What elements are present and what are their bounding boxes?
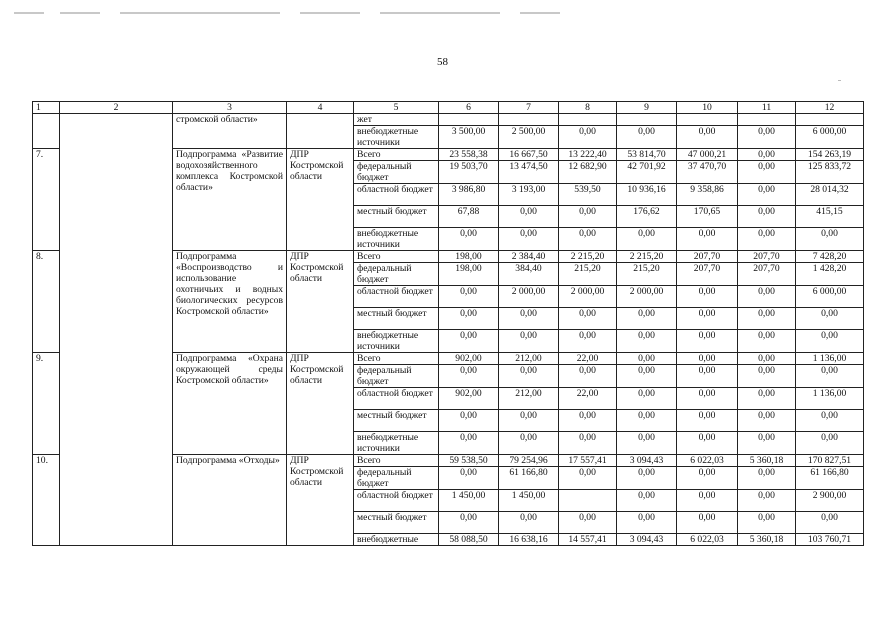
amount-cell: 0,00 [738, 467, 796, 490]
amount-cell: 207,70 [738, 251, 796, 263]
row-number-cell: 9. [33, 353, 60, 455]
amount-cell: 0,00 [738, 490, 796, 512]
amount-cell: 0,00 [439, 228, 499, 251]
funding-source-label: федеральный бюджет [354, 365, 439, 388]
amount-cell: 103 760,71 [796, 534, 864, 546]
amount-cell: 5 360,18 [738, 455, 796, 467]
amount-cell: 53 814,70 [617, 149, 677, 161]
amount-cell: 47 000,21 [677, 149, 738, 161]
amount-cell: 2 000,00 [617, 286, 677, 308]
amount-cell: 0,00 [439, 432, 499, 455]
amount-cell: 0,00 [677, 388, 738, 410]
amount-cell: 0,00 [559, 512, 617, 534]
amount-cell [499, 114, 559, 126]
executor-cell: ДПР Костромской области [287, 251, 354, 353]
amount-cell: 0,00 [677, 410, 738, 432]
amount-cell: 37 470,70 [677, 161, 738, 184]
amount-cell: 61 166,80 [499, 467, 559, 490]
funding-source-label: федеральный бюджет [354, 467, 439, 490]
amount-cell: 0,00 [677, 467, 738, 490]
amount-cell: 212,00 [499, 388, 559, 410]
amount-cell: 67,88 [439, 206, 499, 228]
funding-source-label: Всего [354, 455, 439, 467]
executor-cell: ДПР Костромской области [287, 353, 354, 455]
amount-cell: 6 000,00 [796, 286, 864, 308]
amount-cell: 0,00 [738, 184, 796, 206]
column-number: 3 [173, 102, 287, 114]
row-number-cell: 8. [33, 251, 60, 353]
funding-source-label: местный бюджет [354, 410, 439, 432]
column-number: 11 [738, 102, 796, 114]
column-2-cell [60, 114, 173, 546]
amount-cell: 0,00 [677, 512, 738, 534]
amount-cell: 3 094,43 [617, 534, 677, 546]
amount-cell: 0,00 [439, 286, 499, 308]
column-number: 5 [354, 102, 439, 114]
amount-cell: 207,70 [677, 251, 738, 263]
funding-source-label: областной бюджет [354, 286, 439, 308]
amount-cell: 198,00 [439, 263, 499, 286]
amount-cell: 7 428,20 [796, 251, 864, 263]
amount-cell: 0,00 [677, 126, 738, 149]
amount-cell: 0,00 [617, 330, 677, 353]
column-number: 1 [33, 102, 60, 114]
amount-cell: 0,00 [559, 467, 617, 490]
amount-cell [796, 114, 864, 126]
amount-cell: 1 450,00 [439, 490, 499, 512]
amount-cell: 415,15 [796, 206, 864, 228]
amount-cell: 539,50 [559, 184, 617, 206]
funding-source-label: областной бюджет [354, 490, 439, 512]
amount-cell: 0,00 [617, 512, 677, 534]
amount-cell: 0,00 [559, 410, 617, 432]
funding-source-label: внебюджетные источники [354, 228, 439, 251]
amount-cell: 0,00 [738, 228, 796, 251]
executor-cell: ДПР Костромской области [287, 149, 354, 251]
amount-cell: 0,00 [499, 228, 559, 251]
amount-cell: 0,00 [559, 330, 617, 353]
amount-cell: 212,00 [499, 353, 559, 365]
amount-cell: 22,00 [559, 388, 617, 410]
amount-cell: 1 428,20 [796, 263, 864, 286]
funding-source-label: местный бюджет [354, 308, 439, 330]
amount-cell: 0,00 [559, 228, 617, 251]
amount-cell: 0,00 [559, 206, 617, 228]
funding-source-label: внебюджетные [354, 534, 439, 546]
amount-cell: 0,00 [796, 410, 864, 432]
amount-cell: 0,00 [617, 365, 677, 388]
amount-cell: 0,00 [499, 206, 559, 228]
amount-cell: 0,00 [617, 228, 677, 251]
amount-cell: 0,00 [439, 410, 499, 432]
amount-cell: 902,00 [439, 388, 499, 410]
amount-cell: 2 000,00 [499, 286, 559, 308]
amount-cell: 3 500,00 [439, 126, 499, 149]
amount-cell: 0,00 [617, 467, 677, 490]
amount-cell: 215,20 [559, 263, 617, 286]
amount-cell: 0,00 [559, 432, 617, 455]
amount-cell: 0,00 [439, 365, 499, 388]
amount-cell: 0,00 [617, 490, 677, 512]
row-number-cell: 7. [33, 149, 60, 251]
funding-source-label: внебюджетные источники [354, 432, 439, 455]
amount-cell: 0,00 [439, 330, 499, 353]
amount-cell: 0,00 [617, 432, 677, 455]
column-number: 4 [287, 102, 354, 114]
amount-cell: 0,00 [738, 206, 796, 228]
amount-cell: 0,00 [617, 126, 677, 149]
amount-cell: 0,00 [677, 353, 738, 365]
amount-cell [617, 114, 677, 126]
amount-cell: 170,65 [677, 206, 738, 228]
executor-cell: ДПР Костромской области [287, 455, 354, 546]
amount-cell: 0,00 [439, 467, 499, 490]
amount-cell: 0,00 [677, 330, 738, 353]
amount-cell: 22,00 [559, 353, 617, 365]
amount-cell: 0,00 [677, 308, 738, 330]
column-number: 2 [60, 102, 173, 114]
amount-cell: 0,00 [499, 365, 559, 388]
column-number: 7 [499, 102, 559, 114]
funding-source-label: жет [354, 114, 439, 126]
amount-cell: 125 833,72 [796, 161, 864, 184]
amount-cell: 9 358,86 [677, 184, 738, 206]
amount-cell: 0,00 [796, 330, 864, 353]
amount-cell: 13 222,40 [559, 149, 617, 161]
column-number: 6 [439, 102, 499, 114]
amount-cell: 2 000,00 [559, 286, 617, 308]
amount-cell: 79 254,96 [499, 455, 559, 467]
amount-cell: 10 936,16 [617, 184, 677, 206]
amount-cell: 0,00 [738, 512, 796, 534]
amount-cell: 23 558,38 [439, 149, 499, 161]
amount-cell: 1 136,00 [796, 388, 864, 410]
column-number: 10 [677, 102, 738, 114]
amount-cell: 0,00 [796, 308, 864, 330]
amount-cell: 58 088,50 [439, 534, 499, 546]
amount-cell: 16 638,16 [499, 534, 559, 546]
amount-cell: 6 022,03 [677, 534, 738, 546]
amount-cell [439, 114, 499, 126]
amount-cell: 16 667,50 [499, 149, 559, 161]
amount-cell: 0,00 [499, 330, 559, 353]
row-number-cell [33, 114, 60, 149]
amount-cell: 12 682,90 [559, 161, 617, 184]
amount-cell: 2 215,20 [559, 251, 617, 263]
amount-cell: 6 022,03 [677, 455, 738, 467]
column-number: 8 [559, 102, 617, 114]
amount-cell: 14 557,41 [559, 534, 617, 546]
amount-cell: 3 094,43 [617, 455, 677, 467]
funding-source-label: местный бюджет [354, 512, 439, 534]
amount-cell: 0,00 [499, 512, 559, 534]
amount-cell: 19 503,70 [439, 161, 499, 184]
funding-source-label: внебюджетные источники [354, 126, 439, 149]
amount-cell: 198,00 [439, 251, 499, 263]
budget-table [32, 101, 864, 546]
funding-source-label: внебюджетные источники [354, 330, 439, 353]
scan-speck [838, 80, 841, 81]
amount-cell: 0,00 [738, 410, 796, 432]
amount-cell: 42 701,92 [617, 161, 677, 184]
amount-cell: 0,00 [617, 353, 677, 365]
amount-cell: 1 450,00 [499, 490, 559, 512]
amount-cell: 0,00 [677, 286, 738, 308]
amount-cell: 13 474,50 [499, 161, 559, 184]
table-body [33, 102, 864, 546]
amount-cell: 0,00 [738, 286, 796, 308]
funding-source-label: областной бюджет [354, 184, 439, 206]
amount-cell: 0,00 [738, 365, 796, 388]
amount-cell: 2 215,20 [617, 251, 677, 263]
column-number-row [33, 102, 864, 114]
amount-cell: 0,00 [796, 512, 864, 534]
amount-cell: 0,00 [677, 365, 738, 388]
amount-cell: 1 136,00 [796, 353, 864, 365]
amount-cell: 0,00 [738, 126, 796, 149]
amount-cell: 2 900,00 [796, 490, 864, 512]
amount-cell: 6 000,00 [796, 126, 864, 149]
funding-source-label: Всего [354, 251, 439, 263]
executor-cell [287, 114, 354, 149]
table-row [33, 114, 864, 126]
amount-cell: 0,00 [439, 512, 499, 534]
page-number: 58 [437, 56, 448, 68]
amount-cell: 0,00 [796, 228, 864, 251]
amount-cell: 0,00 [738, 388, 796, 410]
amount-cell: 3 986,80 [439, 184, 499, 206]
program-name-cell: стромской области» [173, 114, 287, 149]
amount-cell: 207,70 [677, 263, 738, 286]
program-name-cell: Подпрограмма «Отходы» [173, 455, 287, 546]
amount-cell: 0,00 [738, 432, 796, 455]
amount-cell: 3 193,00 [499, 184, 559, 206]
amount-cell: 170 827,51 [796, 455, 864, 467]
amount-cell: 0,00 [499, 308, 559, 330]
amount-cell: 0,00 [559, 365, 617, 388]
amount-cell: 61 166,80 [796, 467, 864, 490]
amount-cell [677, 114, 738, 126]
amount-cell: 2 500,00 [499, 126, 559, 149]
amount-cell: 0,00 [796, 432, 864, 455]
amount-cell: 0,00 [617, 308, 677, 330]
program-name-cell: Подпрограмма «Охрана окружающей среды Костромской области» [173, 353, 287, 455]
amount-cell: 0,00 [559, 126, 617, 149]
amount-cell: 0,00 [796, 365, 864, 388]
amount-cell: 0,00 [499, 432, 559, 455]
amount-cell: 176,62 [617, 206, 677, 228]
amount-cell: 0,00 [617, 410, 677, 432]
amount-cell: 384,40 [499, 263, 559, 286]
amount-cell: 0,00 [738, 330, 796, 353]
scan-top-edge [0, 12, 895, 18]
amount-cell: 59 538,50 [439, 455, 499, 467]
funding-source-label: местный бюджет [354, 206, 439, 228]
amount-cell: 0,00 [738, 149, 796, 161]
funding-source-label: федеральный бюджет [354, 161, 439, 184]
amount-cell: 0,00 [677, 490, 738, 512]
funding-source-label: областной бюджет [354, 388, 439, 410]
amount-cell: 154 263,19 [796, 149, 864, 161]
amount-cell: 0,00 [738, 353, 796, 365]
amount-cell: 0,00 [738, 308, 796, 330]
amount-cell: 0,00 [677, 432, 738, 455]
amount-cell: 902,00 [439, 353, 499, 365]
amount-cell [559, 490, 617, 512]
funding-source-label: Всего [354, 149, 439, 161]
program-name-cell: Подпрограмма «Развитие водохозяйственного комплекса Костромской области» [173, 149, 287, 251]
amount-cell: 0,00 [439, 308, 499, 330]
amount-cell: 17 557,41 [559, 455, 617, 467]
amount-cell [738, 114, 796, 126]
funding-source-label: федеральный бюджет [354, 263, 439, 286]
column-number: 9 [617, 102, 677, 114]
amount-cell: 28 014,32 [796, 184, 864, 206]
amount-cell [559, 114, 617, 126]
amount-cell: 2 384,40 [499, 251, 559, 263]
program-name-cell: Подпрограмма «Воспроизводство и использование охотничьих и водных биологических ресурсов Костромской области» [173, 251, 287, 353]
amount-cell: 0,00 [617, 388, 677, 410]
amount-cell: 0,00 [499, 410, 559, 432]
amount-cell: 215,20 [617, 263, 677, 286]
amount-cell: 207,70 [738, 263, 796, 286]
amount-cell: 0,00 [559, 308, 617, 330]
funding-source-label: Всего [354, 353, 439, 365]
amount-cell: 0,00 [677, 228, 738, 251]
column-number: 12 [796, 102, 864, 114]
amount-cell: 0,00 [738, 161, 796, 184]
row-number-cell: 10. [33, 455, 60, 546]
amount-cell: 5 360,18 [738, 534, 796, 546]
